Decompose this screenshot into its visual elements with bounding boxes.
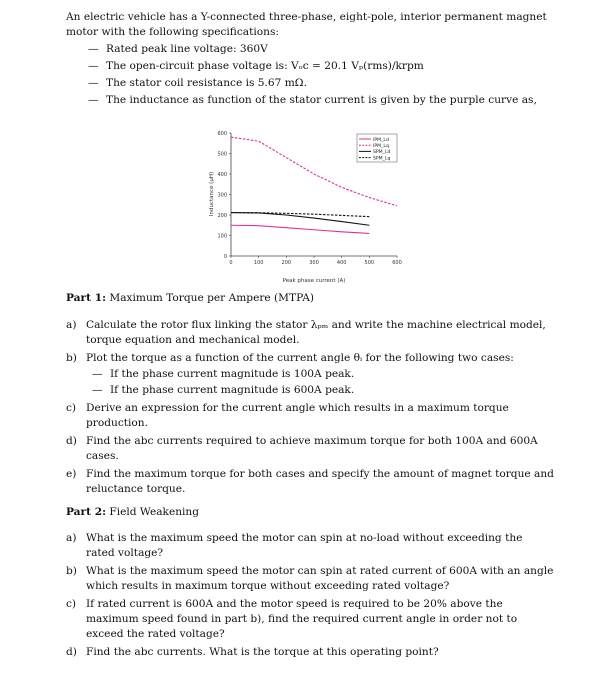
intro-text: An electric vehicle has a Y-connected three-phase, eight-pole, interior permanent magnet motor with the following specifications: [66,11,547,38]
part1-heading [66,291,314,306]
legend-label: IPM_Lq [373,144,389,149]
question-item: c) Derive an expression for the current angle which results in a maximum torque production. [66,402,509,429]
part2-label: Part 2: [66,506,106,518]
y-tick-label: 200 [217,212,227,219]
problem-intro [66,10,556,110]
part1-title: Maximum Torque per Ampere (MTPA) [109,292,315,304]
y-tick-label: 0 [223,253,227,260]
x-tick-label: 300 [309,260,319,266]
sub-list [86,367,554,398]
legend-label: IPM_Ld [373,137,389,143]
part2-questions [66,531,554,663]
part2-heading [66,505,199,520]
spec-item: — The stator coil resistance is 5.67 mΩ. [88,77,307,89]
question-item: c) If rated current is 600A and the motor speed is required to be 20% above the maximum speed found in part b), find the required current angle in order not to exceed the rated voltage? [66,598,518,640]
y-axis-label: Inductance (μH) [209,171,215,217]
spec-list [66,42,556,108]
x-tick-label: 400 [336,260,347,266]
question-item: a) What is the maximum speed the motor can spin at no-load without exceeding the rated voltage? [66,532,523,559]
x-axis-label: Peak phase current (A) [282,278,346,284]
legend-label: SPM_Ld [373,150,391,156]
x-tick-label: 600 [392,260,402,266]
part1-questions [66,318,554,500]
part2-title: Field Weakening [109,506,200,518]
question-item: e) Find the maximum torque for both cases and specify the amount of magnet torque and reluctance torque. [66,468,554,495]
spec-item: — Rated peak line voltage: 360V [88,43,268,55]
x-tick-label: 200 [281,260,292,266]
sub-item: — If the phase current magnitude is 100A peak. [92,368,355,380]
y-tick-label: 400 [217,171,227,178]
question-item: b) What is the maximum speed the motor can spin at rated current of 600A with an angle which results in maximum torque without exceeding rated voltage? [66,565,554,592]
x-tick-label: 100 [253,260,264,266]
y-tick-label: 500 [217,151,227,158]
inductance-chart-svg [205,128,405,288]
question-item: d) Find the abc currents required to achieve maximum torque for both 100A and 600A cases. [66,435,538,462]
inductance-chart [205,128,405,288]
question-item: a) Calculate the rotor flux linking the stator λₚₘ and write the machine electrical model, torque equation and mechanical model. [66,319,546,346]
question-item: b) Plot the torque as a function of the current angle θᵢ for the following two cases: — If the phase current magnitude is 100A peak. — If the phase current magnitude is 600A peak. [66,351,554,398]
y-tick-label: 100 [217,233,227,240]
part1-label: Part 1: [66,292,106,304]
question-item: d) Find the abc currents. What is the torque at this operating point? [66,646,439,658]
spec-item: — The inductance as function of the stator current is given by the purple curve as, [88,94,537,106]
x-tick-label: 0 [229,260,233,266]
legend-label: SPM_Lq [373,156,391,162]
sub-item: — If the phase current magnitude is 600A peak. [92,384,355,396]
spec-item: — The open-circuit phase voltage is: Vₒc = 20.1 Vₚ(rms)/krpm [88,60,424,72]
x-tick-label: 500 [364,260,375,266]
y-tick-label: 300 [217,192,227,199]
y-tick-label: 600 [217,130,227,137]
